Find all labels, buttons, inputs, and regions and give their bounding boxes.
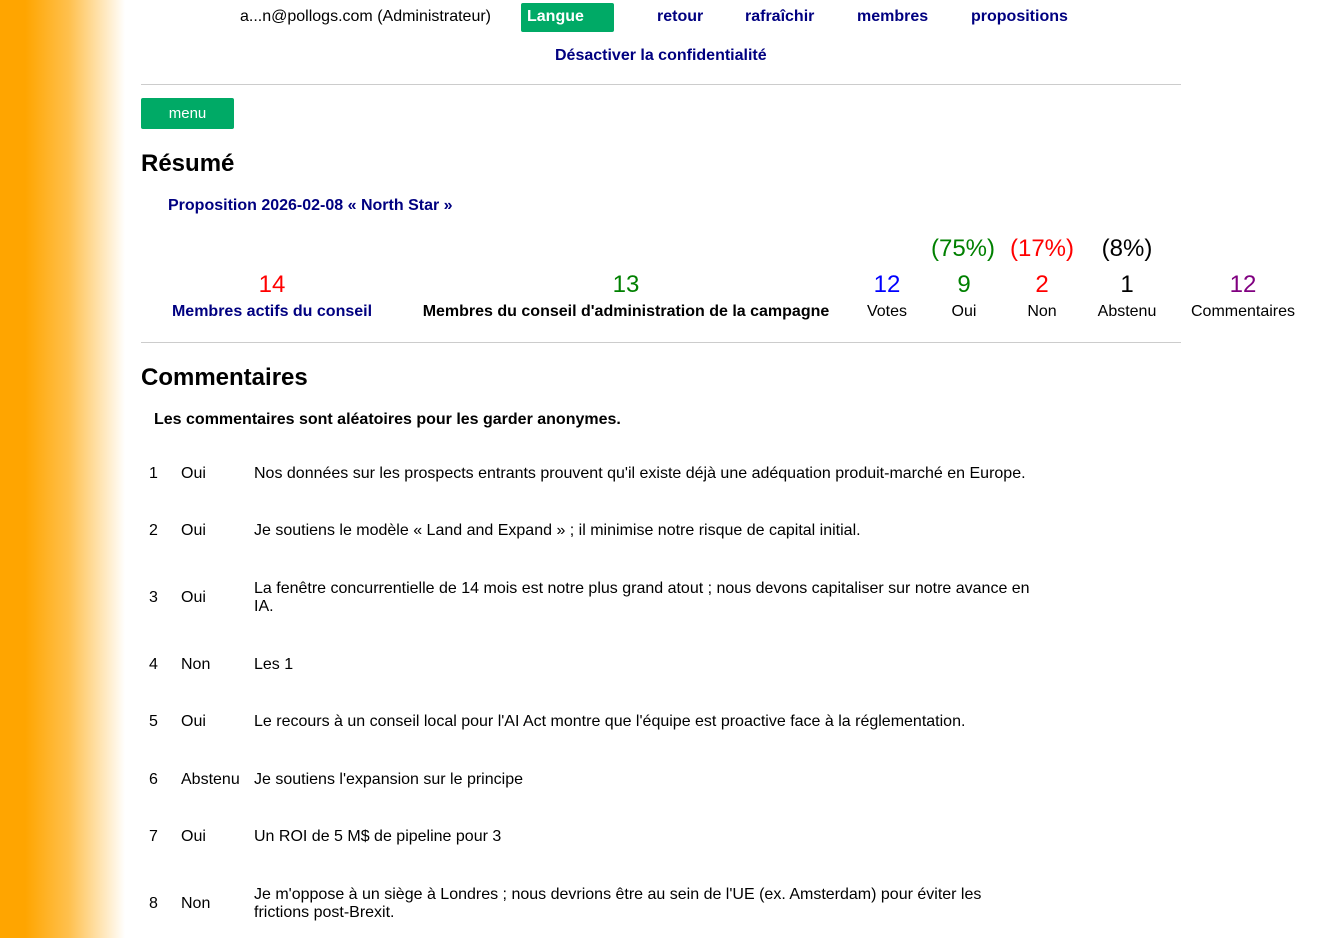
- comment-row: [141, 580, 1041, 616]
- active-members-link[interactable]: Membres actifs du conseil: [171, 303, 373, 320]
- stat-comments: [1188, 271, 1298, 321]
- left-decorative-gradient: [0, 0, 125, 938]
- abstain-count: 1: [1120, 271, 1134, 298]
- comment-number: 3: [149, 589, 158, 606]
- abstain-label: Abstenu: [1097, 303, 1157, 320]
- yes-percentage: (75%): [930, 235, 996, 262]
- comment-text: La fenêtre concurrentielle de 14 mois est notre plus grand atout ; nous devons capitaliser sur notre avance en IA.: [254, 580, 1030, 615]
- nav-refresh-link[interactable]: rafraîchir: [745, 8, 815, 25]
- header-divider: [141, 84, 1181, 85]
- comment-row: [141, 713, 1041, 731]
- comment-number: 2: [149, 522, 158, 539]
- comment-vote: Oui: [181, 522, 206, 539]
- campaign-members-count: 13: [612, 271, 640, 298]
- comment-text: Je m'oppose à un siège à Londres ; nous devrions être au sein de l'UE (ex. Amsterdam) pour éviter les frictions post-Brexit.: [254, 886, 982, 921]
- no-label: Non: [1027, 303, 1057, 320]
- stat-active-members: [152, 271, 392, 321]
- comment-vote: Non: [181, 656, 211, 673]
- comment-row: [141, 886, 1041, 922]
- votes-count: 12: [873, 271, 901, 298]
- stat-no: [1006, 271, 1078, 321]
- yes-count: 9: [957, 271, 971, 298]
- comment-row: [141, 828, 1041, 846]
- no-count: 2: [1035, 271, 1049, 298]
- comment-number: 5: [149, 713, 158, 730]
- nav-proposals-link[interactable]: propositions: [971, 8, 1068, 25]
- comment-vote: Oui: [181, 713, 206, 730]
- yes-label: Oui: [951, 303, 977, 320]
- comment-vote: Abstenu: [181, 771, 240, 788]
- comment-row: [141, 771, 1041, 789]
- comments-label: Commentaires: [1190, 303, 1296, 320]
- language-button[interactable]: Langue: [521, 3, 614, 32]
- comment-number: 1: [149, 465, 158, 482]
- comment-text: Nos données sur les prospects entrants prouvent qu'il existe déjà une adéquation produit-marché en Europe.: [254, 465, 1026, 482]
- comment-row: [141, 522, 1041, 540]
- comment-vote: Non: [181, 895, 211, 912]
- comment-vote: Oui: [181, 589, 206, 606]
- comment-number: 8: [149, 895, 158, 912]
- summary-divider: [141, 342, 1181, 343]
- user-label: a...n@pollogs.com (Administrateur): [240, 8, 491, 25]
- comment-text: Je soutiens le modèle « Land and Expand » ; il minimise notre risque de capital initial.: [254, 522, 861, 539]
- comment-vote: Oui: [181, 465, 206, 482]
- votes-label: Votes: [866, 303, 908, 320]
- campaign-members-label: Membres du conseil d'administration de la campagne: [422, 303, 830, 320]
- stat-yes: [928, 271, 1000, 321]
- comment-row: [141, 465, 1041, 483]
- stat-votes: [851, 271, 923, 321]
- comments-count: 12: [1229, 271, 1257, 298]
- proposal-link[interactable]: Proposition 2026-02-08 « North Star »: [168, 197, 453, 214]
- active-members-count: 14: [258, 271, 286, 298]
- comment-text: Je soutiens l'expansion sur le principe: [254, 771, 523, 788]
- comment-text: Les 1: [254, 656, 294, 673]
- no-percentage: (17%): [1009, 235, 1075, 262]
- comment-number: 4: [149, 656, 158, 673]
- comment-text: Un ROI de 5 M$ de pipeline pour 3: [254, 828, 502, 845]
- summary-heading: Résumé: [141, 150, 235, 177]
- abstain-percentage: (8%): [1101, 235, 1153, 262]
- menu-button[interactable]: menu: [141, 98, 234, 129]
- comment-text: Le recours à un conseil local pour l'AI Act montre que l'équipe est proactive face à la réglementation.: [254, 713, 966, 730]
- comment-number: 6: [149, 771, 158, 788]
- comment-number: 7: [149, 828, 158, 845]
- privacy-toggle-link[interactable]: Désactiver la confidentialité: [555, 47, 767, 64]
- stat-abstain: [1087, 271, 1167, 321]
- nav-back-link[interactable]: retour: [657, 8, 704, 25]
- comment-row: [141, 656, 1041, 674]
- comments-anonymity-note: Les commentaires sont aléatoires pour les garder anonymes.: [154, 411, 621, 428]
- nav-members-link[interactable]: membres: [857, 8, 929, 25]
- comment-vote: Oui: [181, 828, 206, 845]
- comments-heading: Commentaires: [141, 364, 308, 391]
- stat-campaign-members: [411, 271, 841, 321]
